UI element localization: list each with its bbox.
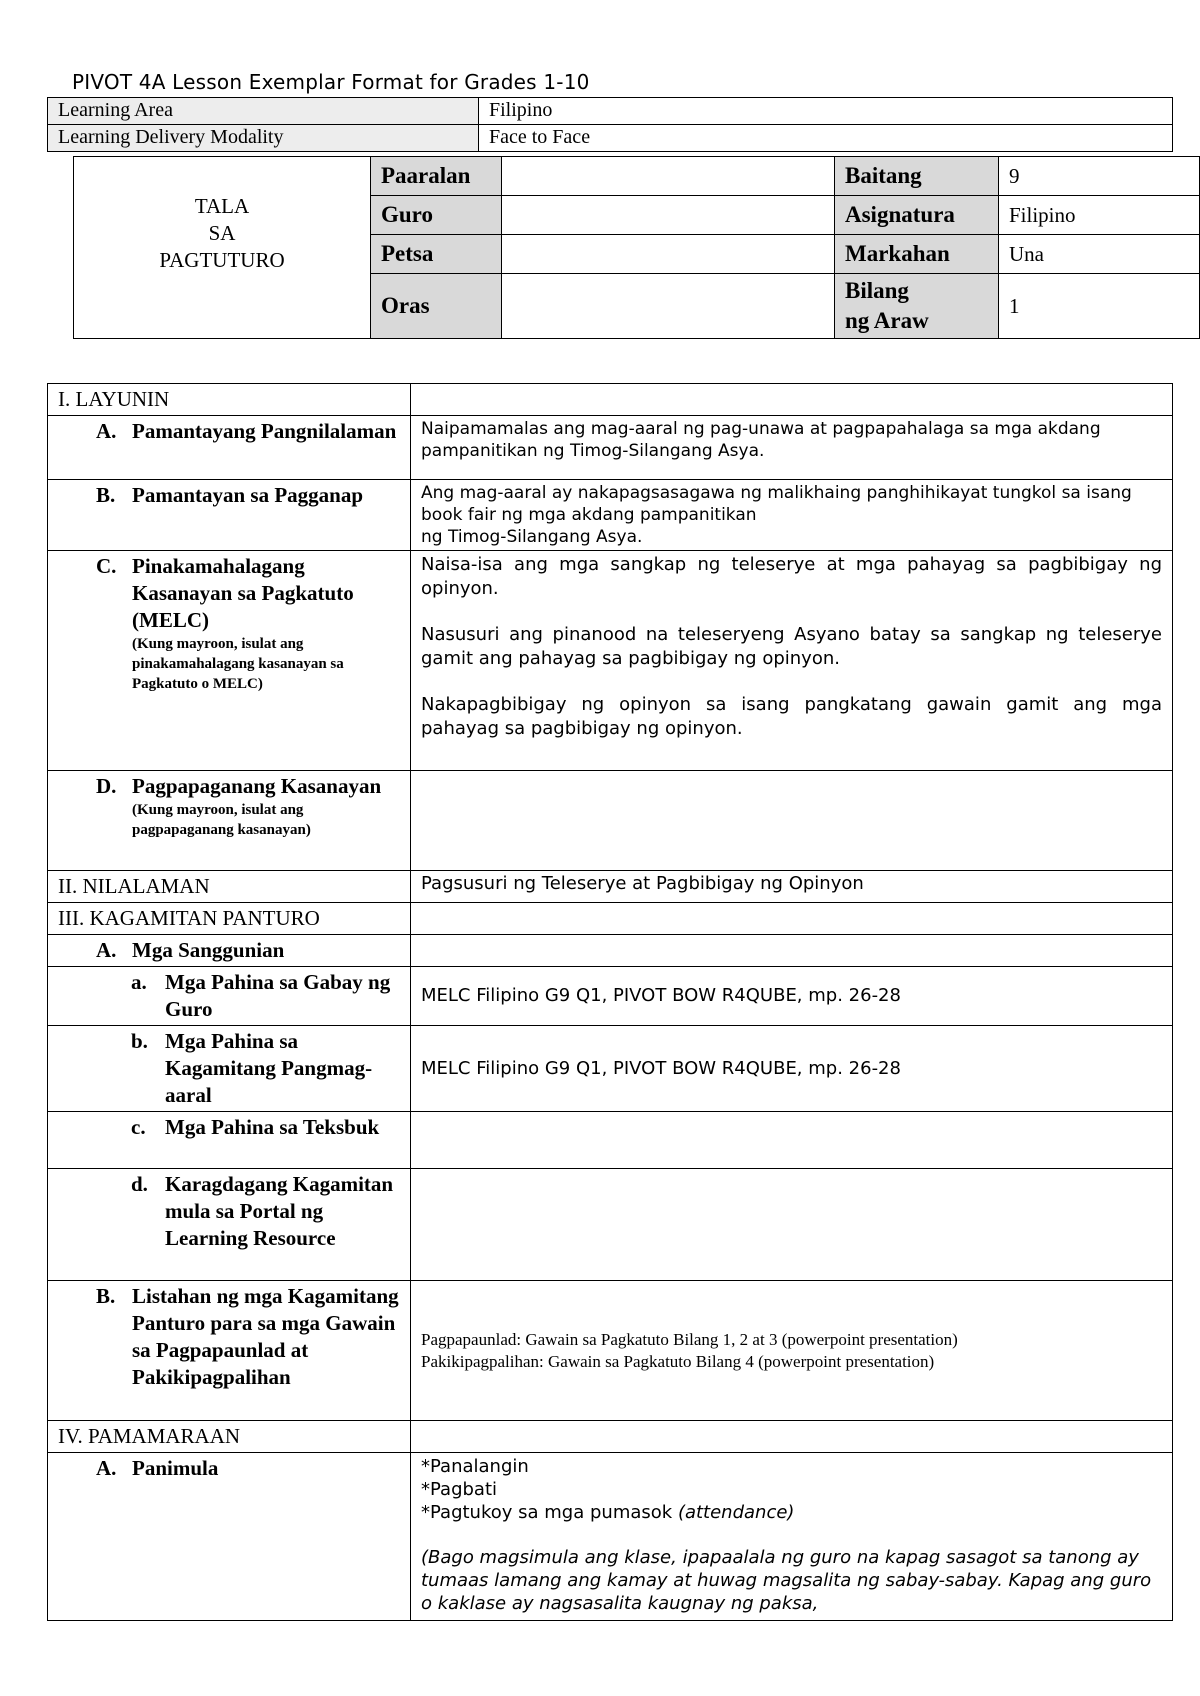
asignatura-label: Asignatura [835,196,999,235]
panimula-row [48,1453,1173,1621]
pagtukoy-text: *Pagtukoy sa mga pumasok [421,1502,673,1523]
kagamitang-pangmag-aaral-row [48,1026,1173,1112]
guro-value [502,196,835,235]
learning-area-value: Filipino [479,98,1173,125]
pakikipagpalihan-note: (powerpoint presentation) [758,1351,935,1371]
portal-label: Karagdagang Kagamitan mula sa Portal ng Learning Resource [165,1172,394,1250]
panimula-value [411,1453,1173,1621]
tala-title-cell [74,157,371,339]
bilang-ng-araw-value: 1 [999,274,1200,339]
pamantayan-sa-pagganap-label: Pamantayan sa Pagganap [132,483,364,507]
learning-area-label: Learning Area [48,98,479,125]
markahan-value: Una [999,235,1200,274]
item-letter: A. [96,1456,117,1480]
oras-label: Oras [371,274,502,339]
pagpapaganang-label: Pagpapaganang Kasanayan [132,774,382,798]
nilalaman-row [48,871,1173,903]
document-title: PIVOT 4A Lesson Exemplar Format for Grades 1-10 [72,70,590,94]
petsa-label: Petsa [371,235,502,274]
pagpapaganang-kasanayan-row [48,771,1173,871]
teksbuk-row [48,1112,1173,1169]
melc-row [48,551,1173,771]
sanggunian-row [48,935,1173,967]
layunin-heading: I. LAYUNIN [48,384,411,416]
sanggunian-label: Mga Sanggunian [132,938,285,962]
pagpapaganang-note: (Kung mayroon, isulat ang pagpapaganang kasanayan) [132,802,311,838]
pamamaraan-row [48,1421,1173,1453]
pagbati-text: *Pagbati [421,1479,498,1500]
portal-row [48,1169,1173,1281]
pagpapaunlad-text: Pagpapaunlad: Gawain sa Pagkatuto Bilang 1, 2 at 3 [421,1329,778,1349]
paalala-text: (Bago magsimula ang klase, ipapaalala ng guro na kapag sasagot sa tanong ay tumaas lamang ang kamay at huwag magsalita ng sabay-sabay. Kapag ang guro o kaklase ay nagsasalita kaugnay ng paksa, [421,1547,1152,1614]
gabay-guro-row [48,967,1173,1026]
layunin-blank [411,384,1173,416]
portal-value [411,1169,1173,1281]
learning-area-row [48,98,1173,125]
kagamitan-heading: III. KAGAMITAN PANTURO [48,903,411,935]
paaralan-value [502,157,835,196]
sub-letter: d. [131,1172,148,1196]
pakikipagpalihan-text: Pakikipagpalihan: Gawain sa Pagkatuto Bilang 4 [421,1351,754,1371]
pamamaraan-blank [411,1421,1173,1453]
melc-text-1: Naisa-isa ang mga sangkap ng teleserye at mga pahayag sa pagbibigay ng opinyon. [421,554,1162,599]
listahan-label: Listahan ng mga Kagamitang Panturo para sa mga Gawain sa Pagpapaunlad at Pakikipagpalihan [132,1284,399,1389]
tala-sa-pagtuturo-table [73,156,1200,339]
gabay-guro-value: MELC Filipino G9 Q1, PIVOT BOW R4QUBE, mp. 26-28 [411,967,1173,1026]
item-letter: D. [96,774,117,798]
asignatura-value: Filipino [999,196,1200,235]
pagganap-text-2: ng Timog-Silangang Asya. [421,527,643,547]
petsa-value [502,235,835,274]
item-letter: B. [96,1284,116,1308]
modality-value: Face to Face [479,125,1173,152]
sub-letter: b. [131,1029,148,1053]
gabay-guro-label: Mga Pahina sa Gabay ng Guro [165,970,391,1021]
learning-info-table [47,97,1173,152]
nilalaman-value: Pagsusuri ng Teleserye at Pagbibigay ng Opinyon [411,871,1173,903]
teksbuk-label: Mga Pahina sa Teksbuk [165,1115,380,1139]
modality-label: Learning Delivery Modality [48,125,479,152]
sanggunian-blank [411,935,1173,967]
tala-title-line-2: SA [208,221,236,245]
modality-row [48,125,1173,152]
pamantayang-pangnilalaman-value: Naipamamalas ang mag-aaral ng pag-unawa at pagpapahalaga sa mga akdang pampanitikan ng Timog-Silangang Asya. [411,416,1173,480]
pamantayan-sa-pagganap-row [48,480,1173,551]
kagamitang-pangmag-aaral-value: MELC Filipino G9 Q1, PIVOT BOW R4QUBE, mp. 26-28 [411,1026,1173,1112]
oras-value [502,274,835,339]
pamantayang-pangnilalaman-label: Pamantayang Pangnilalaman [132,419,397,443]
item-letter: B. [96,483,116,507]
pamamaraan-heading: IV. PAMAMARAAN [48,1421,411,1453]
markahan-label: Markahan [835,235,999,274]
baitang-value: 9 [999,157,1200,196]
bilang-label-line-2: ng Araw [845,308,929,333]
melc-note: (Kung mayroon, isulat ang pinakamahalagang kasanayan sa Pagkatuto o MELC) [132,636,344,692]
attendance-note: (attendance) [677,1502,795,1523]
teksbuk-value [411,1112,1173,1169]
melc-text-2: Nasusuri ang pinanood na teleseryeng Asyano batay sa sangkap ng teleserye gamit ang pahayag sa pagbibigay ng opinyon. [421,624,1162,669]
panimula-label: Panimula [132,1456,219,1480]
tala-title-line-3: PAGTUTURO [159,248,285,272]
item-letter: A. [96,938,117,962]
sub-letter: c. [131,1115,146,1139]
paaralan-label: Paaralan [371,157,502,196]
item-letter: C. [96,554,117,578]
lesson-plan-table [47,383,1173,1621]
kagamitan-blank [411,903,1173,935]
pamantayang-pangnilalaman-row [48,416,1173,480]
layunin-row [48,384,1173,416]
panalangin-text: *Panalangin [421,1456,529,1477]
tala-title-line-1: TALA [194,194,250,218]
bilang-ng-araw-label [835,274,999,339]
pagpapaganang-value [411,771,1173,871]
kagamitan-row [48,903,1173,935]
melc-label: Pinakamahalagang Kasanayan sa Pagkatuto (MELC) [132,554,354,632]
guro-label: Guro [371,196,502,235]
pamantayan-sa-pagganap-value [411,480,1173,551]
bilang-label-line-1: Bilang [845,278,909,303]
melc-value [411,551,1173,771]
melc-text-3: Nakapagbibigay ng opinyon sa isang pangkatang gawain gamit ang mga pahayag sa pagbibigay ng opinyon. [421,694,1162,739]
listahan-row [48,1281,1173,1421]
kagamitang-pangmag-aaral-label: Mga Pahina sa Kagamitang Pangmag-aaral [165,1029,373,1107]
sub-letter: a. [131,970,147,994]
listahan-value [411,1281,1173,1421]
pagganap-text-1: Ang mag-aaral ay nakapagsasagawa ng malikhaing panghihikayat tungkol sa isang book fair ng mga akdang pampanitikan [421,483,1132,525]
pagpapaunlad-note: (powerpoint presentation) [781,1329,958,1349]
nilalaman-heading: II. NILALAMAN [48,871,411,903]
baitang-label: Baitang [835,157,999,196]
item-letter: A. [96,419,117,443]
